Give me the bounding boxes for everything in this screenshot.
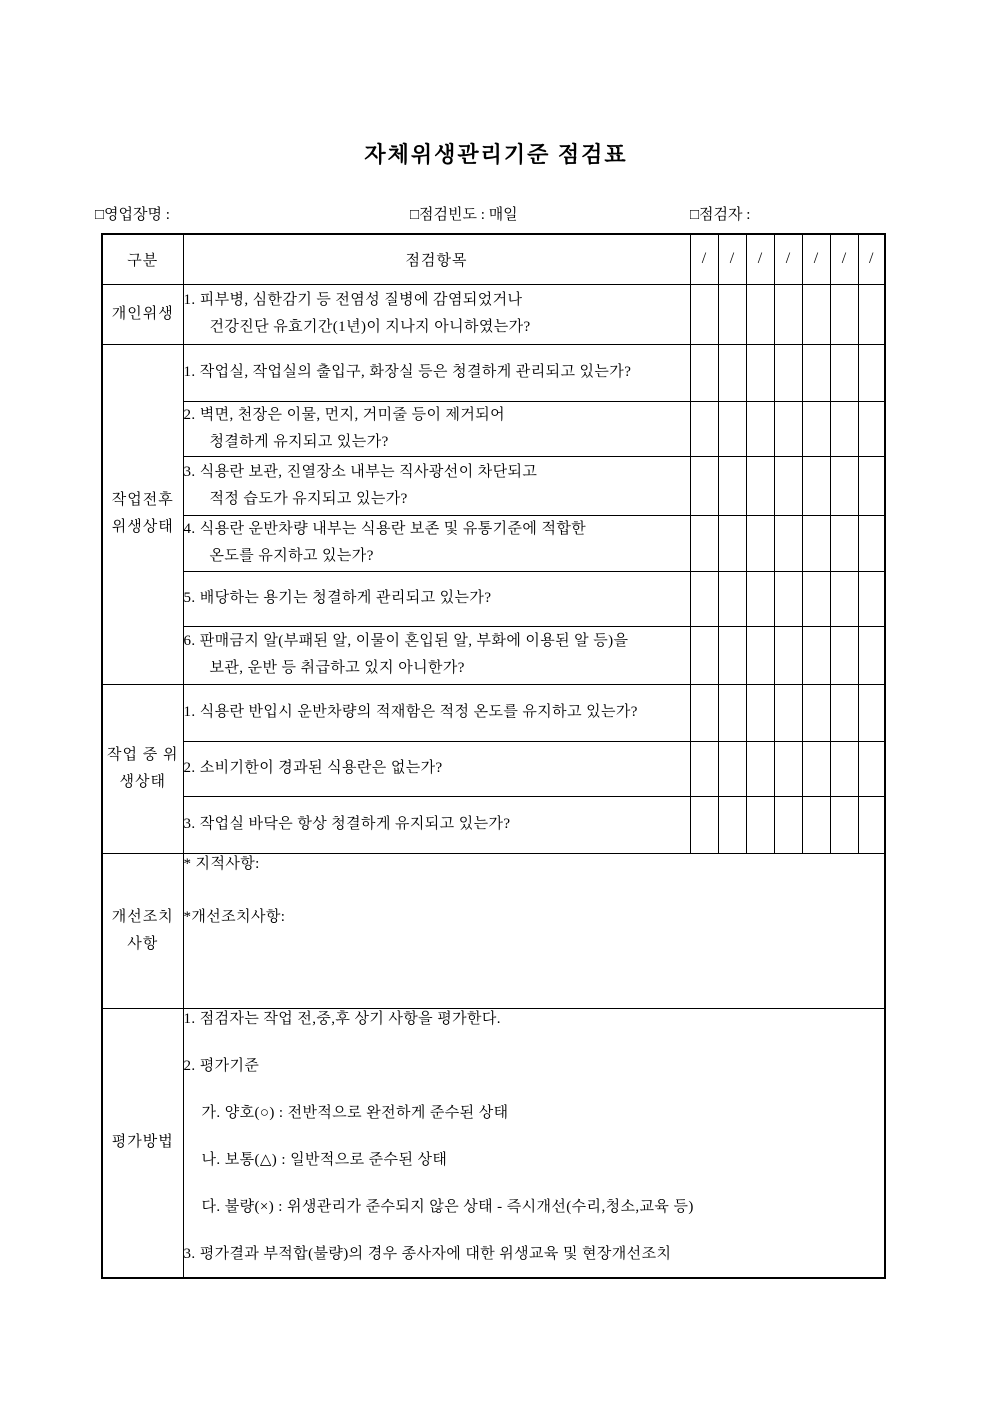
- checklist-item: 1. 작업실, 작업실의 출입구, 화장실 등은 청결하게 관리되고 있는가?: [183, 344, 690, 401]
- check-cell[interactable]: [774, 741, 802, 796]
- check-cell[interactable]: [718, 571, 746, 626]
- check-cell[interactable]: [802, 344, 830, 401]
- evaluation-line: 가. 양호(○) : 전반적으로 완전하게 준수된 상태: [201, 1104, 509, 1121]
- date-header-cell[interactable]: [690, 234, 718, 284]
- column-header-category: 구분: [102, 234, 183, 284]
- check-cell[interactable]: [830, 401, 858, 456]
- checklist-item: 5. 배당하는 용기는 청결하게 관리되고 있는가?: [183, 571, 690, 626]
- date-slash-icon: /: [757, 250, 763, 268]
- evaluation-line: 1. 점검자는 작업 전,중,후 상기 사항을 평가한다.: [183, 1010, 501, 1027]
- check-cell[interactable]: [718, 684, 746, 741]
- check-cell[interactable]: [858, 344, 885, 401]
- table-row: [102, 284, 885, 344]
- check-cell[interactable]: [746, 401, 774, 456]
- checklist-item: 3. 작업실 바닥은 항상 청결하게 유지되고 있는가?: [183, 796, 690, 853]
- business-name-label: □영업장명 :: [95, 207, 170, 223]
- check-cell[interactable]: [830, 626, 858, 684]
- date-header-cell[interactable]: [858, 234, 885, 284]
- check-cell[interactable]: [746, 456, 774, 515]
- check-cell[interactable]: [746, 741, 774, 796]
- check-cell[interactable]: [774, 284, 802, 344]
- remarks-cell[interactable]: [183, 853, 885, 1008]
- check-cell[interactable]: [690, 571, 718, 626]
- evaluation-line: 3. 평가결과 부적합(불량)의 경우 종사자에 대한 위생교육 및 현장개선조치: [183, 1245, 672, 1262]
- section-label-evaluation-method: 평가방법: [102, 1008, 183, 1278]
- date-slash-icon: /: [869, 250, 874, 268]
- checklist-item: 1. 식용란 반입시 운반차량의 적재함은 적정 온도를 유지하고 있는가?: [183, 684, 690, 741]
- check-cell[interactable]: [746, 571, 774, 626]
- check-cell[interactable]: [774, 344, 802, 401]
- check-cell[interactable]: [746, 515, 774, 571]
- table-row: [102, 344, 885, 401]
- table-row: [102, 796, 885, 853]
- section-label-personal-hygiene: 개인위생: [102, 284, 183, 344]
- check-cell[interactable]: [802, 684, 830, 741]
- table-row: [102, 853, 885, 1008]
- check-cell[interactable]: [774, 684, 802, 741]
- table-row: [102, 626, 885, 684]
- check-cell[interactable]: [830, 515, 858, 571]
- check-cell[interactable]: [830, 344, 858, 401]
- check-cell[interactable]: [690, 284, 718, 344]
- evaluation-line: 나. 보통(△) : 일반적으로 준수된 상태: [201, 1151, 448, 1168]
- check-cell[interactable]: [718, 796, 746, 853]
- check-cell[interactable]: [858, 456, 885, 515]
- check-cell[interactable]: [718, 284, 746, 344]
- section-label-before-after-work: 작업전후 위생상태: [102, 344, 183, 684]
- check-cell[interactable]: [746, 684, 774, 741]
- check-cell[interactable]: [718, 741, 746, 796]
- table-row: [102, 401, 885, 456]
- check-cell[interactable]: [802, 284, 830, 344]
- check-cell[interactable]: [774, 796, 802, 853]
- evaluation-line: 2. 평가기준: [183, 1057, 260, 1074]
- check-cell[interactable]: [718, 626, 746, 684]
- check-cell[interactable]: [718, 344, 746, 401]
- check-cell[interactable]: [858, 796, 885, 853]
- check-cell[interactable]: [802, 515, 830, 571]
- date-slash-icon: /: [785, 250, 791, 268]
- table-row: [102, 1008, 885, 1278]
- table-row: [102, 684, 885, 741]
- check-cell[interactable]: [690, 684, 718, 741]
- meta-row: [0, 203, 992, 225]
- date-slash-icon: /: [701, 250, 707, 268]
- remark-line: *개선조치사항:: [183, 908, 286, 925]
- check-cell[interactable]: [774, 571, 802, 626]
- checklist-item: 4. 식용란 운반차량 내부는 식용란 보존 및 유통기준에 적합한 온도를 유지하고 있는가?: [183, 515, 690, 571]
- checklist-item: 2. 소비기한이 경과된 식용란은 없는가?: [183, 741, 690, 796]
- check-cell[interactable]: [858, 401, 885, 456]
- check-cell[interactable]: [690, 344, 718, 401]
- evaluation-line: 다. 불량(×) : 위생관리가 준수되지 않은 상태 - 즉시개선(수리,청소,교육 등): [201, 1198, 694, 1215]
- check-cell[interactable]: [858, 741, 885, 796]
- check-cell[interactable]: [858, 571, 885, 626]
- check-cell[interactable]: [802, 401, 830, 456]
- checklist-item: 1. 피부병, 심한감기 등 전염성 질병에 감염되었거나 건강진단 유효기간(1년)이 지나지 아니하였는가?: [183, 284, 690, 344]
- check-cell[interactable]: [690, 626, 718, 684]
- remark-line: * 지적사항:: [183, 855, 260, 872]
- check-cell[interactable]: [858, 684, 885, 741]
- check-cell[interactable]: [774, 456, 802, 515]
- table-row: [102, 515, 885, 571]
- section-label-during-work: 작업 중 위생상태: [102, 684, 183, 853]
- checklist-item: 3. 식용란 보관, 진열장소 내부는 직사광선이 차단되고 적정 습도가 유지되고 있는가?: [183, 456, 690, 515]
- check-cell[interactable]: [718, 456, 746, 515]
- date-slash-icon: /: [813, 250, 819, 268]
- document-title: 자체위생관리기준 점검표: [364, 142, 628, 167]
- date-header-cell[interactable]: [774, 234, 802, 284]
- date-header-cell[interactable]: [718, 234, 746, 284]
- check-cell[interactable]: [718, 401, 746, 456]
- column-header-items: 점검항목: [183, 234, 690, 284]
- date-header-cell[interactable]: [830, 234, 858, 284]
- check-cell[interactable]: [774, 401, 802, 456]
- check-cell[interactable]: [774, 515, 802, 571]
- table-row: [102, 456, 885, 515]
- check-cell[interactable]: [690, 741, 718, 796]
- checklist-item: 6. 판매금지 알(부패된 알, 이물이 혼입된 알, 부화에 이용된 알 등)을 보관, 운반 등 취급하고 있지 아니한가?: [183, 626, 690, 684]
- check-cell[interactable]: [802, 626, 830, 684]
- check-cell[interactable]: [746, 284, 774, 344]
- check-cell[interactable]: [858, 626, 885, 684]
- check-cell[interactable]: [774, 626, 802, 684]
- table-header-row: [102, 234, 885, 284]
- check-cell[interactable]: [830, 684, 858, 741]
- inspector-label: □점검자 :: [690, 207, 751, 223]
- check-cell[interactable]: [830, 741, 858, 796]
- check-cell[interactable]: [858, 515, 885, 571]
- evaluation-cell: [183, 1008, 885, 1278]
- check-cell[interactable]: [690, 401, 718, 456]
- check-cell[interactable]: [690, 456, 718, 515]
- check-frequency-label: □점검빈도 : 매일: [410, 207, 518, 223]
- date-header-cell[interactable]: [746, 234, 774, 284]
- check-cell[interactable]: [802, 456, 830, 515]
- table-row: [102, 741, 885, 796]
- check-cell[interactable]: [746, 344, 774, 401]
- check-cell[interactable]: [690, 515, 718, 571]
- check-cell[interactable]: [718, 515, 746, 571]
- date-slash-icon: /: [841, 250, 847, 268]
- table-row: [102, 571, 885, 626]
- check-cell[interactable]: [802, 741, 830, 796]
- check-cell[interactable]: [858, 284, 885, 344]
- date-header-cell[interactable]: [802, 234, 830, 284]
- checklist-item: 2. 벽면, 천장은 이물, 먼지, 거미줄 등이 제거되어 청결하게 유지되고 있는가?: [183, 401, 690, 456]
- check-cell[interactable]: [690, 796, 718, 853]
- date-slash-icon: /: [729, 250, 735, 268]
- check-cell[interactable]: [802, 796, 830, 853]
- check-cell[interactable]: [830, 284, 858, 344]
- checklist-table: [101, 233, 886, 1279]
- check-cell[interactable]: [830, 796, 858, 853]
- check-cell[interactable]: [746, 626, 774, 684]
- check-cell[interactable]: [830, 571, 858, 626]
- check-cell[interactable]: [830, 456, 858, 515]
- check-cell[interactable]: [746, 796, 774, 853]
- check-cell[interactable]: [802, 571, 830, 626]
- section-label-corrective-action: 개선조치 사항: [102, 853, 183, 1008]
